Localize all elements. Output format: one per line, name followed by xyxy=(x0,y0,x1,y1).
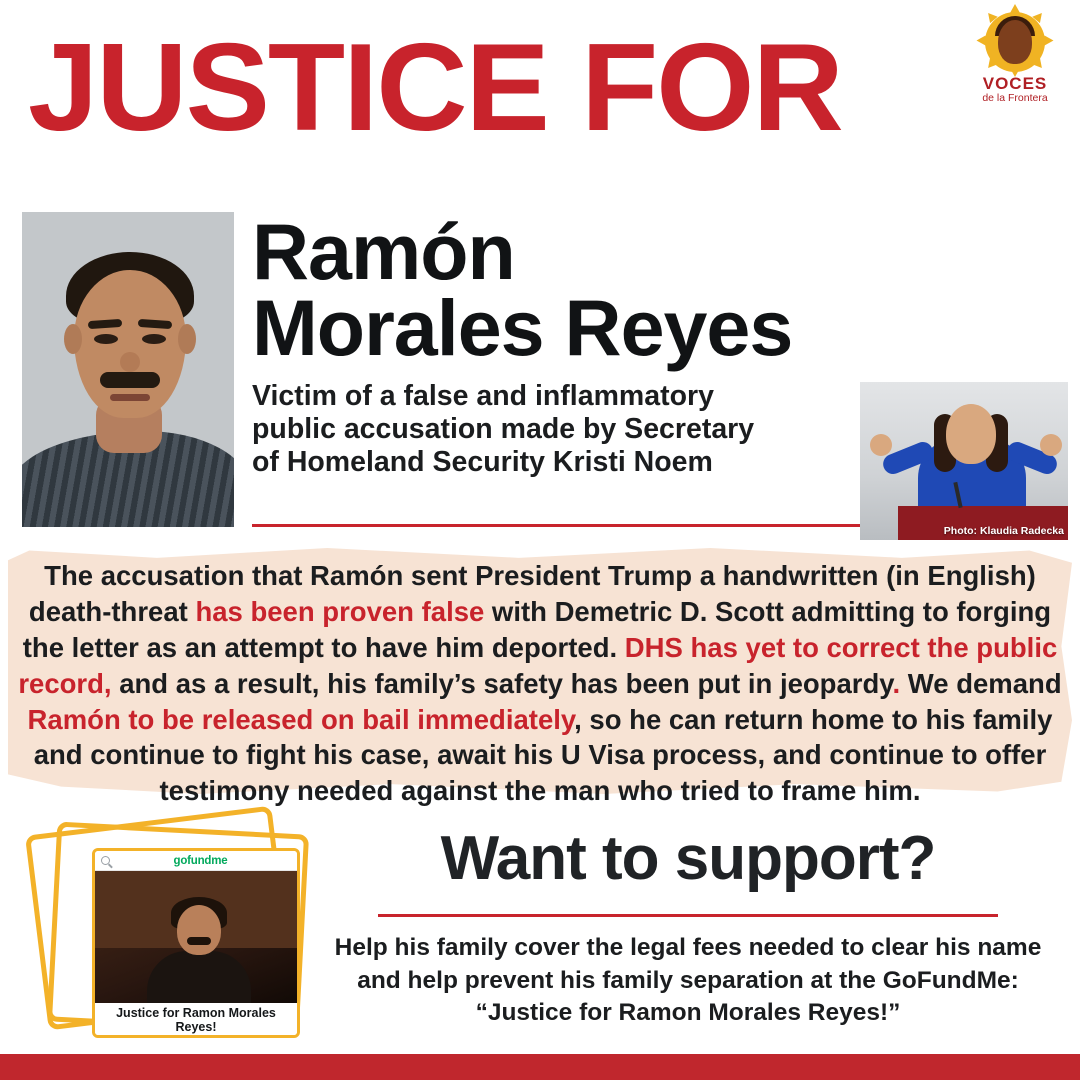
support-heading: Want to support? xyxy=(440,824,936,893)
person-name-line1: Ramón xyxy=(252,207,515,296)
support-body-line3: “Justice for Ramon Morales Reyes!” xyxy=(475,999,901,1027)
person-subtitle-line1: Victim of a false and inflammatory xyxy=(252,379,714,412)
photo-credit: Photo: Klaudia Radecka xyxy=(943,525,1064,537)
gofundme-browser-bar xyxy=(95,851,297,871)
statement-seg3: and as a result, his family’s safety has been put in jeopardy xyxy=(111,667,893,699)
statement-seg5: , so he can return home to his family and continue to fight his case, await his U Visa process, and continue to offer testimony needed against the man who tried to frame him. xyxy=(33,703,1053,807)
statement-text xyxy=(14,558,1066,809)
support-body-line2: and help prevent his family separation at the GoFundMe: xyxy=(357,966,1019,994)
person-subtitle xyxy=(252,380,892,479)
statement-seg1: The accusation that Ramón sent President Trump a handwritten (in English) death-threat xyxy=(28,560,1036,627)
person-subtitle-line2: public accusation made by Secretary xyxy=(252,412,755,445)
voces-de-la-frontera-logo xyxy=(968,10,1062,104)
logo-name: VOCES xyxy=(982,74,1048,93)
gofundme-card[interactable] xyxy=(92,848,300,1038)
gofundme-campaign-photo xyxy=(95,871,297,1003)
logo-tagline: de la Frontera xyxy=(982,91,1048,104)
statement-highlight1: has been proven false xyxy=(195,595,485,627)
person-name-line2: Morales Reyes xyxy=(252,282,793,372)
support-body xyxy=(332,932,1044,1030)
divider-top xyxy=(252,524,864,527)
photo-kristi-noem xyxy=(860,382,1068,540)
statement-highlight4: Ramón to be released on bail immediately xyxy=(27,703,575,735)
divider-support xyxy=(378,914,998,917)
statement-seg2: with Demetric D. Scott admitting to forging the letter as an attempt to have him deported. xyxy=(22,595,1052,663)
support-body-line1: Help his family cover the legal fees needed to clear his name xyxy=(334,934,1042,961)
person-subtitle-line3: of Homeland Security Kristi Noem xyxy=(252,445,713,478)
gofundme-logo: gofundme xyxy=(173,854,228,867)
name-block xyxy=(252,207,892,479)
statement-highlight2: DHS has yet to correct the public record, xyxy=(18,631,1058,699)
page-title: JUSTICE FOR xyxy=(28,19,842,157)
search-icon[interactable] xyxy=(101,856,110,865)
portrait-ramon-morales-reyes xyxy=(22,212,234,527)
sun-face-logo-icon xyxy=(978,10,1052,74)
statement-seg4: We demand xyxy=(900,667,1062,699)
gofundme-caption: Justice for Ramon Morales Reyes! xyxy=(95,1003,297,1037)
bottom-bar xyxy=(0,1054,1080,1080)
statement-highlight3: . xyxy=(892,667,901,699)
